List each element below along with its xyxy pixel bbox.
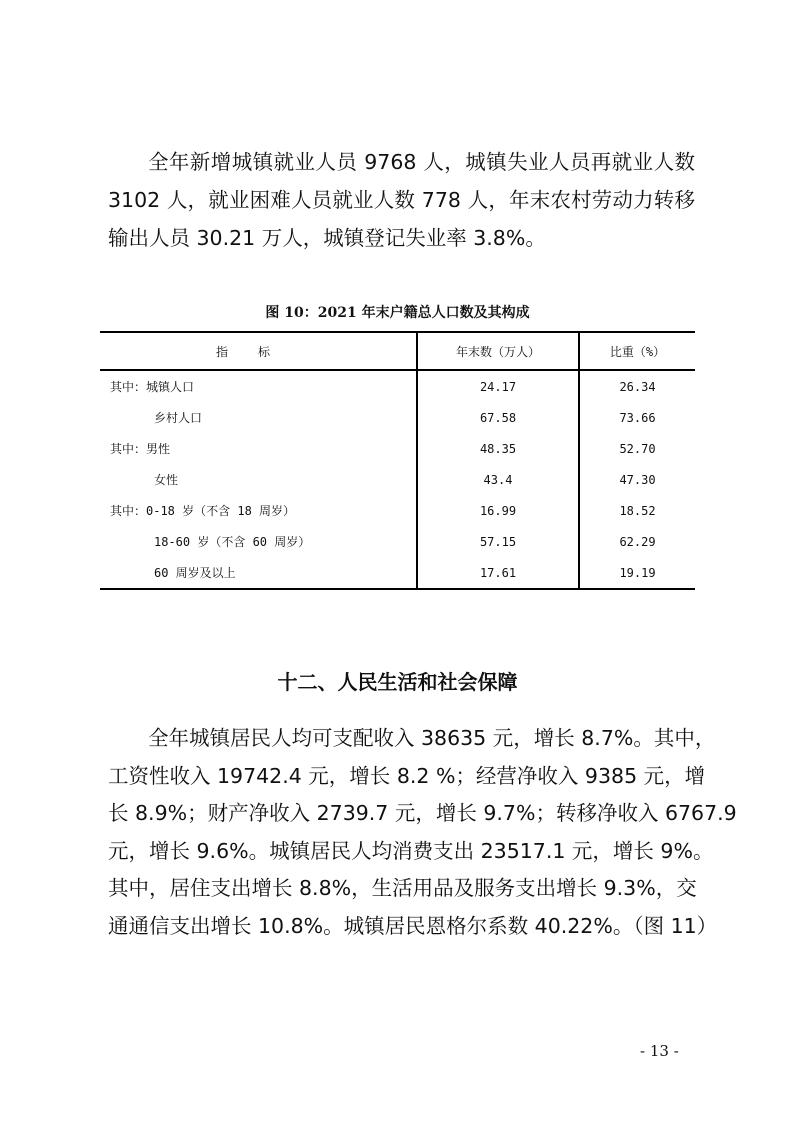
row-share: 26.34	[579, 370, 695, 402]
page-number: - 13 -	[640, 1042, 679, 1060]
table-row	[100, 402, 695, 433]
table-header-row	[100, 332, 695, 370]
text-line: 全年新增城镇就业人员 9768 人，城镇失业人员再就业人数	[148, 150, 695, 174]
row-share: 47.30	[579, 464, 695, 495]
text-line: 输出人员 30.21 万人，城镇登记失业率 3.8%。	[108, 226, 546, 250]
row-share: 73.66	[579, 402, 695, 433]
row-value: 16.99	[417, 495, 579, 526]
text-line: 3102 人，就业困难人员就业人数 778 人，年末农村劳动力转移	[108, 188, 695, 212]
row-value: 57.15	[417, 526, 579, 557]
text-line: 通通信支出增长 10.8%。城镇居民恩格尔系数 40.22%。（图 11）	[108, 914, 718, 938]
text-line: 工资性收入 19742.4 元，增长 8.2 %；经营净收入 9385 元，增	[108, 764, 706, 788]
row-label: 女性	[154, 473, 179, 487]
row-value: 24.17	[417, 370, 579, 402]
row-share: 18.52	[579, 495, 695, 526]
table-row	[100, 464, 695, 495]
row-share: 19.19	[579, 557, 695, 589]
row-value: 48.35	[417, 433, 579, 464]
row-label: 乡村人口	[154, 411, 203, 425]
table-row	[100, 526, 695, 557]
header-year-end: 年末数（万人）	[417, 332, 579, 370]
row-label: 18-60 岁（不含 60 周岁）	[154, 535, 311, 549]
header-share: 比重（%）	[579, 332, 695, 370]
table-row	[100, 370, 695, 402]
section-heading: 十二、人民生活和社会保障	[277, 670, 518, 694]
header-indicator: 指标	[100, 332, 417, 370]
table-row	[100, 433, 695, 464]
row-value: 17.61	[417, 557, 579, 589]
text-line: 其中，居住支出增长 8.8%，生活用品及服务支出增长 9.3%，交	[108, 876, 697, 900]
text-line: 全年城镇居民人均可支配收入 38635 元，增长 8.7%。其中，	[148, 726, 716, 750]
row-share: 62.29	[579, 526, 695, 557]
table-caption: 图 10：2021 年末户籍总人口数及其构成	[265, 305, 530, 321]
row-label: 其中：0-18 岁（不含 18 周岁）	[110, 504, 296, 518]
text-line: 元，增长 9.6%。城镇居民人均消费支出 23517.1 元，增长 9%。	[108, 839, 714, 863]
row-label: 60 周岁及以上	[100, 557, 417, 589]
row-value: 43.4	[417, 464, 579, 495]
row-share: 52.70	[579, 433, 695, 464]
population-table	[100, 331, 695, 590]
text-line: 长 8.9%；财产净收入 2739.7 元，增长 9.7%；转移净收入 6767.9	[108, 801, 737, 825]
row-label: 其中：城镇人口	[110, 380, 195, 394]
row-label: 其中：男性	[110, 442, 171, 456]
table-row	[100, 495, 695, 526]
table-row	[100, 557, 695, 589]
row-value: 67.58	[417, 402, 579, 433]
